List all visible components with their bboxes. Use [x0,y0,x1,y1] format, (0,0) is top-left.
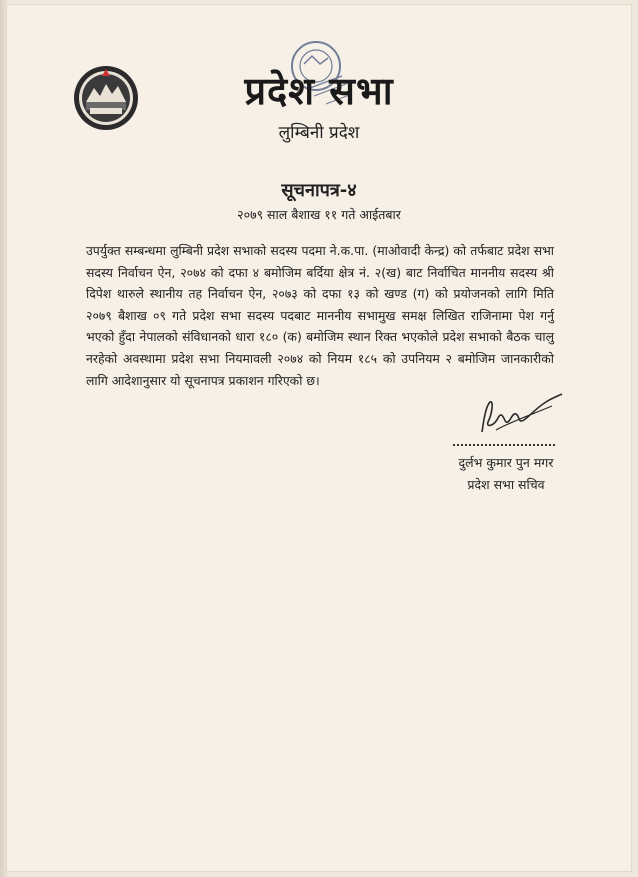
signature-line [453,444,555,446]
notice-body: उपर्युक्त सम्बन्धमा लुम्बिनी प्रदेश सभाको सदस्य पदमा ने.क.पा. (माओवादी केन्द्र) को तर्फबाट प्रदेश सभा सदस्य निर्वाचन ऐन, २०७४ को दफा ४ बमोजिम बर्दिया क्षेत्र नं. २(ख) बाट निर्वाचित माननीय सदस्य श्री दिपेश थारुले स्थानीय तह निर्वाचन ऐन, २०७३ को दफा १३ को खण्ड (ग) को प्रयोजनको लागि मिति २०७९ बैशाख ०९ गते प्रदेश सभा सदस्य पदबाट माननीय सभामुख समक्ष लिखित राजिनामा पेश गर्नु भएको हुँदा नेपालको संविधानको धारा १८० (क) बमोजिम स्थान रिक्त भएकोले प्रदेश सभाको बैठक चालु नरहेको अवस्थामा प्रदेश सभा नियमावली २०७४ को नियम १८५ को उपनियम २ बमोजिम जानकारीको लागि आदेशानुसार यो सूचनापत्र प्रकाशन गरिएको छ। [86,243,554,388]
province-subtitle: लुम्बिनी प्रदेश [278,123,360,143]
signature-icon [476,392,564,442]
notice-title: सूचनापत्र-४ [281,180,357,201]
notice-date: २०७९ साल बैशाख ११ गते आईतबार [237,207,401,222]
signatory-title: प्रदेश सभा सचिव [467,477,545,492]
signatory-name: दुर्लभ कुमार पुन मगर [458,455,554,470]
page-title: प्रदेश सभा [244,69,394,113]
